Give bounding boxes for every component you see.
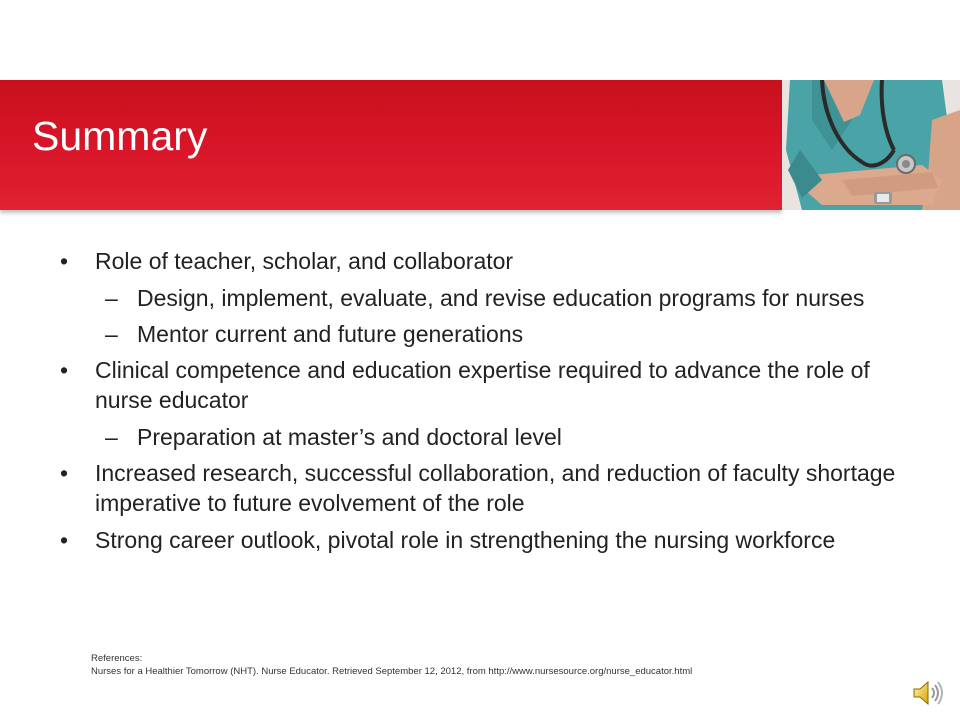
slide-body [60,246,920,562]
nurse-stethoscope-image [782,80,960,210]
sub-bullet-marker: – [105,321,118,347]
title-banner-red [0,80,782,210]
speaker-glyph [911,678,945,708]
references [91,652,911,678]
sub-bullet-text: Preparation at master’s and doctoral level [137,424,562,450]
slide-title: Summary [32,113,208,159]
title-banner [0,80,960,210]
sub-bullet-text: Mentor current and future generations [137,321,524,347]
speaker-icon[interactable] [911,678,945,708]
sub-bullet-item [60,422,920,452]
bullet-marker: • [60,357,69,383]
bullet-text: Role of teacher, scholar, and collaborator [95,248,514,274]
bullet-text: Strong career outlook, pivotal role in strengthening the nursing workforce [95,527,836,553]
bullet-marker: • [60,460,69,486]
sub-bullet-item [60,319,920,349]
sub-bullet-text: Design, implement, evaluate, and revise education programs for nurses [137,285,865,311]
bullet-text: Increased research, successful collaboration, and reduction of faculty shortage imperative to future evolvement of the role [95,460,896,516]
references-heading: References: [91,653,143,664]
bullet-marker: • [60,248,69,274]
bullet-item [60,458,920,518]
nurse-photo [782,80,960,210]
references-citation: Nurses for a Healthier Tomorrow (NHT). Nurse Educator. Retrieved September 12, 2012, from http://www.nursesource.org/nurse_educator.html [91,666,693,677]
bullet-text: Clinical competence and education expertise required to advance the role of nurse educator [95,357,870,413]
bullet-marker: • [60,527,69,553]
sub-bullet-marker: – [105,285,118,311]
sub-bullet-marker: – [105,424,118,450]
bullet-item [60,246,920,276]
bullet-item [60,355,920,415]
sub-bullet-item [60,283,920,313]
bullet-item [60,525,920,555]
